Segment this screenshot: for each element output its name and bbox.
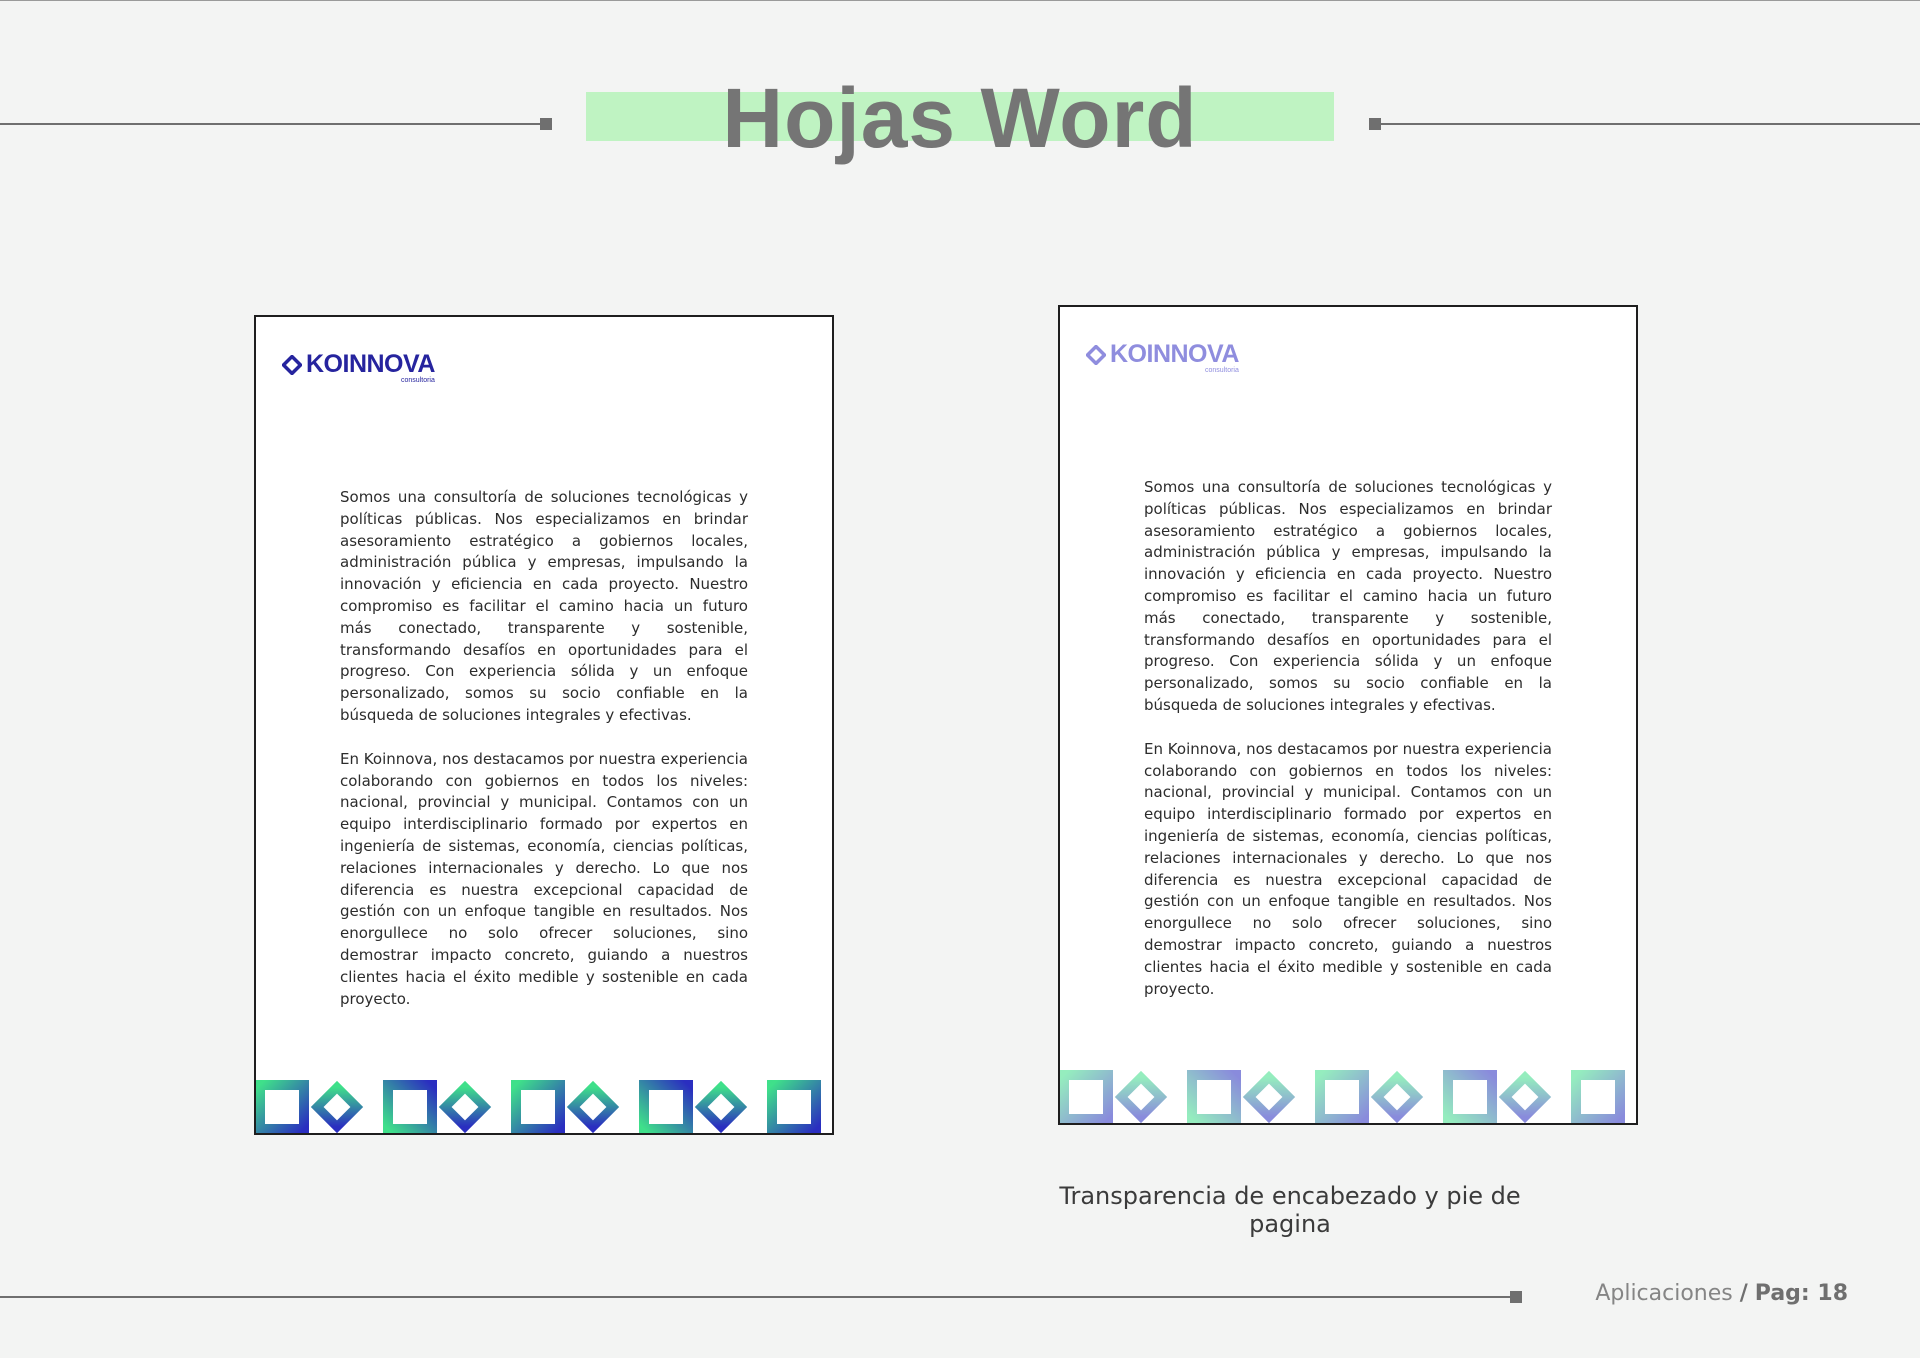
document-body [340, 487, 748, 1032]
footer-pattern-faded [1060, 1069, 1636, 1123]
section-label: Aplicaciones [1595, 1281, 1733, 1306]
title-left-line [0, 123, 540, 125]
logo-wordmark: KOINNOVA [306, 350, 435, 378]
logo-tagline: consultoria [401, 377, 435, 384]
koinnova-logo [282, 351, 435, 385]
document-body [1144, 477, 1552, 1022]
caption: Transparencia de encabezado y pie de pagina [1059, 1182, 1521, 1238]
title-right-square [1369, 118, 1381, 130]
separator: / [1739, 1281, 1748, 1306]
title-right-line [1381, 123, 1920, 125]
title-left-square [540, 118, 552, 130]
page-title: Hojas Word [722, 71, 1198, 165]
logo-diamond-icon [282, 355, 302, 375]
bottom-square [1510, 1291, 1522, 1303]
footer-pattern [256, 1079, 832, 1133]
bottom-line [0, 1296, 1516, 1298]
paragraph-2: En Koinnova, nos destacamos por nuestra experiencia colaborando con gobiernos en todos los niveles: nacional, provincial y municipal. Contamos con un equipo interdisciplinario formado por expertos en ingeniería de sistemas, economía, ciencias políticas, relaciones internacionales y derecho. Lo que nos diferencia es nuestra excepcional capacidad de gestión con un enfoque tangible en resultados. Nos enorgullece no solo ofrecer soluciones, sino demostrar impacto concreto, guiando a nuestros clientes hacia el éxito medible y sostenible en cada proyecto. [340, 749, 748, 1008]
logo-tagline: consultoria [1205, 367, 1239, 374]
koinnova-logo-faded [1086, 341, 1239, 375]
paragraph-1: Somos una consultoría de soluciones tecnológicas y políticas públicas. Nos especializamos en brindar asesoramiento estratégico a gobiernos locales, administración pública y empresas, impulsando la innovación y eficiencia en cada proyecto. Nuestro compromiso es facilitar el camino hacia un futuro más conectado, transparente y sostenible, transformando desafíos en oportunidades para el progreso. Con experiencia sólida y un enfoque personalizado, somos su socio confiable en la búsqueda de soluciones integrales y efectivas. [1144, 478, 1552, 714]
paragraph-1: Somos una consultoría de soluciones tecnológicas y políticas públicas. Nos especializamos en brindar asesoramiento estratégico a gobiernos locales, administración pública y empresas, impulsando la innovación y eficiencia en cada proyecto. Nuestro compromiso es facilitar el camino hacia un futuro más conectado, transparente y sostenible, transformando desafíos en oportunidades para el progreso. Con experiencia sólida y un enfoque personalizado, somos su socio confiable en la búsqueda de soluciones integrales y efectivas. [340, 488, 748, 724]
page-footer [1595, 1281, 1848, 1306]
logo-wordmark: KOINNOVA [1110, 340, 1239, 368]
top-border [0, 0, 1920, 1]
word-document-transparent [1058, 305, 1638, 1125]
page-number: Pag: 18 [1754, 1281, 1848, 1306]
paragraph-2: En Koinnova, nos destacamos por nuestra experiencia colaborando con gobiernos en todos los niveles: nacional, provincial y municipal. Contamos con un equipo interdisciplinario formado por expertos en ingeniería de sistemas, economía, ciencias políticas, relaciones internacionales y derecho. Lo que nos diferencia es nuestra excepcional capacidad de gestión con un enfoque tangible en resultados. Nos enorgullece no solo ofrecer soluciones, sino demostrar impacto concreto, guiando a nuestros clientes hacia el éxito medible y sostenible en cada proyecto. [1144, 739, 1552, 998]
logo-diamond-icon [1086, 345, 1106, 365]
word-document-solid [254, 315, 834, 1135]
